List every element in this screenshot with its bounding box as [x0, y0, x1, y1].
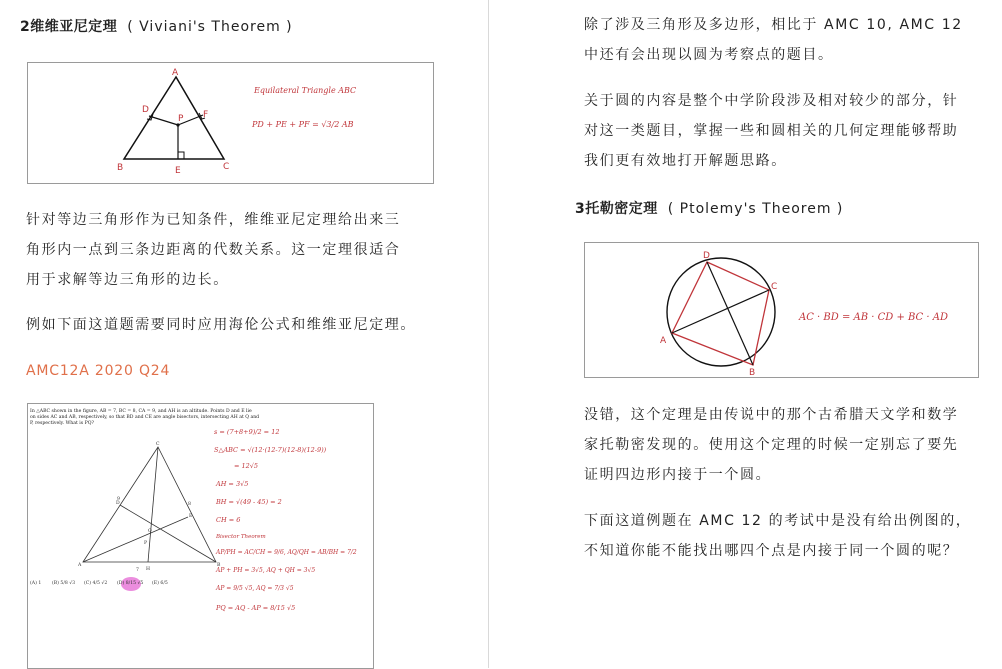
- ptolemy-formula: AC · BD = AB · CD + BC · AD: [799, 312, 948, 323]
- label-A: A: [660, 336, 667, 346]
- label-B: B: [117, 163, 124, 173]
- heading-en: ( Ptolemy's Theorem ): [667, 201, 844, 217]
- work-line: PQ = AQ - AP = 8/15 √5: [216, 604, 296, 612]
- heading-cn: 托勒密定理: [585, 201, 658, 217]
- ptolemy-paragraph: [584, 400, 958, 490]
- work-line: AH = 3√5: [216, 480, 249, 488]
- svg-text:8: 8: [188, 502, 191, 507]
- svg-text:C: C: [156, 442, 160, 447]
- text-line: 下面这道例题在 AMC 12 的考试中是没有给出例图的，: [584, 513, 972, 529]
- work-line: s = (7+8+9)/2 = 12: [214, 428, 280, 436]
- left-page: [0, 0, 488, 668]
- work-line: AP + PH = 3√5, AQ + QH = 3√5: [216, 567, 316, 574]
- text-line: 例如下面这道题需要同时应用海伦公式和维维亚尼定理。: [26, 317, 416, 333]
- heading-en: ( Viviani's Theorem ): [127, 19, 293, 35]
- text-line: 角形内一点到三条边距离的代数关系。这一定理很适合: [26, 242, 401, 258]
- page-divider: [488, 0, 489, 668]
- heading-number: 3: [575, 201, 586, 217]
- text-line: 没错，这个定理是由传说中的那个古希腊天文学和数学: [584, 407, 959, 423]
- problem-text-line: In △ABC shown in the figure, AB = 7, BC = 8, CA = 9, and AH is an altitude. Points D and E lie: [30, 409, 252, 414]
- choice-e: (E) 6/5: [152, 581, 168, 586]
- viviani-diagram: [28, 63, 433, 183]
- problem-text-line: on sides AC and AB, respectively, so that BD and CE are angle bisectors, intersecting AH at Q and: [30, 415, 260, 420]
- svg-text:A: A: [78, 563, 82, 568]
- label-A: A: [172, 68, 179, 78]
- label-B: B: [749, 368, 756, 377]
- choice-d: (D) 8/15 √5: [117, 581, 144, 586]
- work-line: CH = 6: [216, 516, 241, 524]
- work-line: AP = 9/5 √5, AQ = 7/3 √5: [216, 585, 294, 592]
- viviani-figure: [27, 62, 434, 184]
- svg-text:H: H: [146, 567, 151, 572]
- choice-c: (C) 4/5 √2: [84, 581, 108, 586]
- viviani-paragraph-2: [26, 310, 416, 340]
- svg-text:E: E: [189, 514, 193, 519]
- amc-problem-label: AMC12A 2020 Q24: [26, 363, 171, 379]
- label-P: P: [178, 114, 184, 124]
- note-equilateral: Equilateral Triangle ABC: [254, 86, 357, 95]
- example-intro-paragraph: [584, 506, 971, 566]
- label-D: D: [703, 251, 710, 261]
- right-page: [492, 0, 1002, 668]
- work-line: BH = √(49 - 45) = 2: [216, 498, 282, 506]
- label-C: C: [771, 282, 778, 292]
- circle-content-paragraph: [584, 86, 958, 176]
- ptolemy-diagram: [585, 243, 978, 377]
- viviani-paragraph-1: [26, 205, 400, 295]
- text-line: 对这一类题目，掌握一些和圆相关的几何定理能够帮助: [584, 123, 959, 139]
- amc-problem-diagram: [28, 404, 373, 668]
- heading-number: 2: [20, 19, 31, 35]
- text-line: 我们更有效地打开解题思路。: [584, 153, 787, 169]
- label-C: C: [223, 162, 230, 172]
- note-viviani-formula: PD + PE + PF = √3/2 AB: [252, 120, 354, 129]
- svg-text:P: P: [144, 541, 148, 546]
- work-line: AP/PH = AC/CH = 9/6, AQ/QH = AB/BH = 7/2: [216, 549, 357, 556]
- viviani-heading: [20, 16, 293, 36]
- work-line: Bisector Theorem: [216, 534, 266, 540]
- label-E: E: [175, 166, 181, 176]
- circle-intro-paragraph: [584, 10, 963, 70]
- label-F: F: [203, 110, 209, 120]
- svg-text:D: D: [116, 501, 120, 506]
- ptolemy-heading: [575, 198, 843, 218]
- text-line: 家托勒密发现的。使用这个定理的时候一定别忘了要先: [584, 437, 959, 453]
- heading-cn: 维维亚尼定理: [30, 19, 118, 35]
- label-D: D: [142, 105, 149, 115]
- text-line: 关于圆的内容是整个中学阶段涉及相对较少的部分，针: [584, 93, 959, 109]
- amc-problem-figure: [27, 403, 374, 669]
- svg-text:9: 9: [117, 497, 120, 502]
- text-line: 证明四边形内接于一个圆。: [584, 467, 772, 483]
- text-line: 针对等边三角形作为已知条件，维维亚尼定理给出来三: [26, 212, 401, 228]
- svg-text:Q: Q: [148, 529, 152, 534]
- choice-a: (A) 1: [30, 581, 42, 586]
- ptolemy-figure: [584, 242, 979, 378]
- text-line: 不知道你能不能找出哪四个点是内接于同一个圆的呢？: [584, 543, 959, 559]
- work-line: S△ABC = √(12·(12-7)(12-8)(12-9)): [214, 446, 327, 454]
- svg-text:7: 7: [136, 568, 139, 573]
- problem-text-line: P, respectively. What is PQ?: [30, 421, 94, 426]
- svg-text:B: B: [217, 563, 221, 568]
- text-line: 用于求解等边三角形的边长。: [26, 272, 229, 288]
- work-line: = 12√5: [234, 462, 259, 470]
- choice-b: (B) 5/8 √3: [52, 581, 76, 586]
- text-line: 除了涉及三角形及多边形，相比于 AMC 10, AMC 12: [584, 17, 963, 33]
- text-line: 中还有会出现以圆为考察点的题目。: [584, 47, 834, 63]
